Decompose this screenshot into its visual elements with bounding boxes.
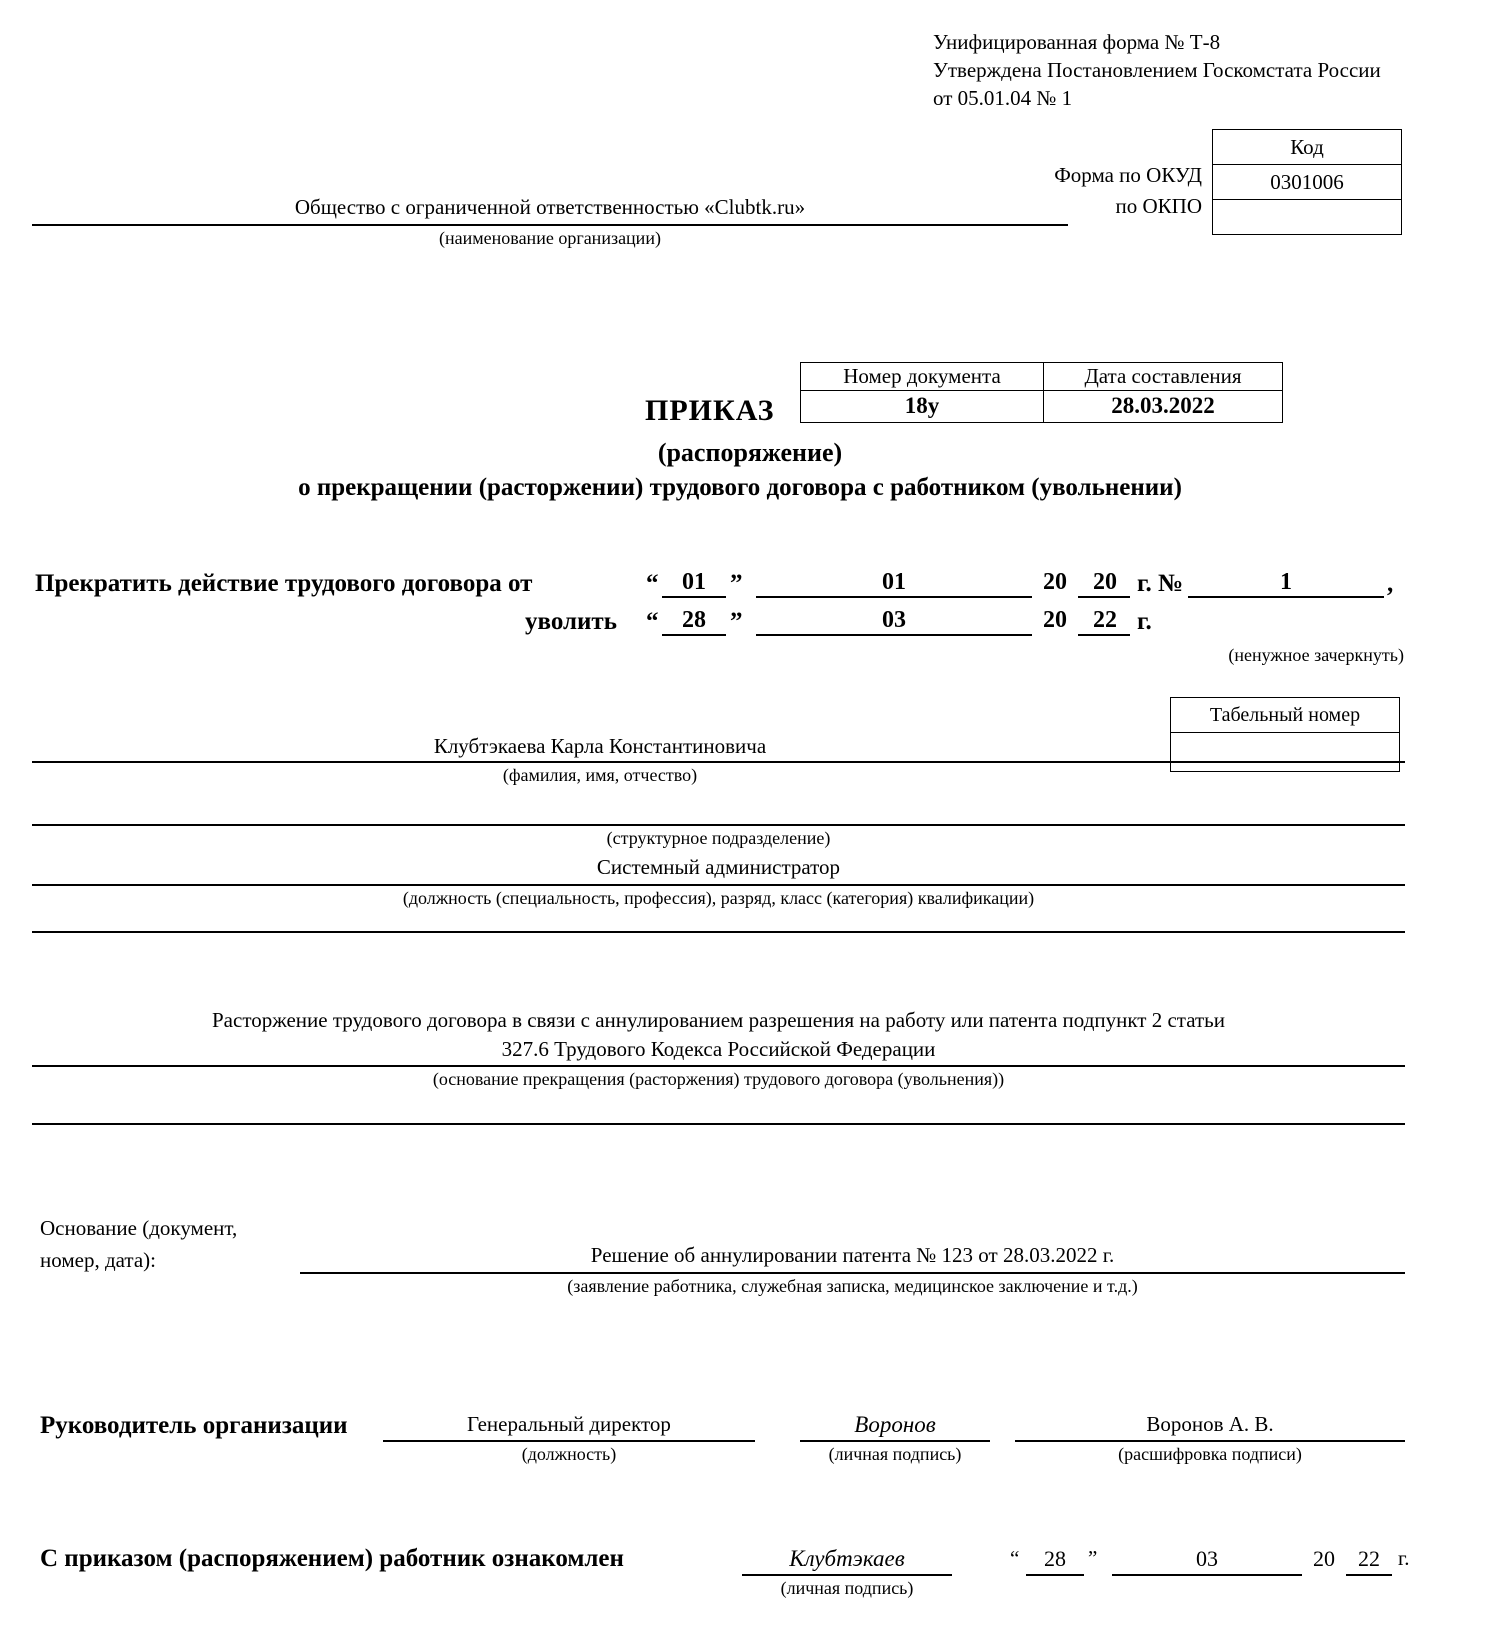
worker-ack-day[interactable]: 28 <box>1044 1546 1066 1571</box>
basis-value[interactable]: Решение об аннулировании патента № 123 от 28.03.2022 г. <box>590 1243 1115 1267</box>
basis-label-line2: номер, дата): <box>40 1248 156 1272</box>
termination-reason-rule <box>32 1065 1405 1067</box>
employee-full-name-caption: (фамилия, имя, отчество) <box>502 765 698 785</box>
terminate-contract-number[interactable]: 1 <box>1280 569 1292 595</box>
worker-ack-year-label: г. <box>1398 1546 1410 1570</box>
employee-position-caption: (должность (специальность, профессия), разряд, класс (категория) квалификации) <box>402 888 1035 908</box>
okpo-label: по ОКПО <box>1115 194 1202 218</box>
worker-ack-year-rule <box>1346 1574 1392 1576</box>
employee-full-name[interactable]: Клубтэкаева Карла Константиновича <box>433 734 767 758</box>
worker-ack-month-rule <box>1112 1574 1302 1576</box>
dismiss-quote-close: ” <box>730 608 743 635</box>
employee-department-rule <box>32 824 1405 826</box>
personnel-number-value-row <box>1171 733 1400 772</box>
code-box-okpo-value <box>1213 200 1402 235</box>
terminate-month-value[interactable]: 01 <box>882 569 906 595</box>
organization-rule <box>32 224 1068 226</box>
terminate-comma: , <box>1387 570 1394 597</box>
basis-label-line1: Основание (документ, <box>40 1216 238 1240</box>
position-extra-rule <box>32 931 1405 933</box>
doc-table-value-row <box>801 391 1283 423</box>
terminate-quote-open: “ <box>646 570 659 597</box>
terminate-year-prefix: 20 <box>1043 569 1067 595</box>
basis-rule <box>300 1272 1405 1274</box>
okud-label: Форма по ОКУД <box>1054 163 1202 187</box>
worker-ack-day-rule <box>1026 1574 1084 1576</box>
doc-date-header: Дата составления <box>1044 363 1283 391</box>
dismiss-note: (ненужное зачеркнуть) <box>1228 645 1404 665</box>
code-box-okpo-row <box>1213 200 1402 235</box>
dismiss-month-rule <box>756 634 1032 636</box>
form-header-line1: Унифицированная форма № Т-8 <box>933 30 1221 54</box>
doc-number-value: 18у <box>801 391 1044 423</box>
employee-position-rule <box>32 884 1405 886</box>
termination-reason-line1[interactable]: Расторжение трудового договора в связи с аннулированием разрешения на работу или патента подпункт 2 статьи <box>212 1008 1225 1032</box>
terminate-month-rule <box>756 596 1032 598</box>
worker-ack-year-suffix[interactable]: 22 <box>1358 1546 1380 1571</box>
organization-caption: (наименование организации) <box>439 228 661 248</box>
personnel-number-value[interactable] <box>1171 733 1400 772</box>
head-signature-decoding-rule <box>1015 1440 1405 1442</box>
personnel-number-header: Табельный номер <box>1171 698 1400 733</box>
termination-reason-caption: (основание прекращения (расторжения) трудового договора (увольнения)) <box>432 1069 1005 1089</box>
employee-full-name-rule <box>32 761 1405 763</box>
document-number-table <box>800 362 1283 423</box>
page-title-description: о прекращении (расторжении) трудового договора с работником (увольнении) <box>298 474 1182 501</box>
head-signature-caption: (личная подпись) <box>828 1444 962 1464</box>
head-signature-decoding[interactable]: Воронов А. В. <box>1146 1412 1274 1436</box>
worker-ack-signature[interactable]: Клубтэкаев <box>789 1546 905 1571</box>
dismiss-day-value[interactable]: 28 <box>682 607 706 633</box>
terminate-quote-close: ” <box>730 570 743 597</box>
termination-reason-line2[interactable]: 327.6 Трудового Кодекса Российской Федерации <box>501 1037 936 1061</box>
form-header-line3: от 05.01.04 № 1 <box>933 86 1073 110</box>
terminate-day-rule <box>662 596 726 598</box>
employee-department-caption: (структурное подразделение) <box>606 828 831 848</box>
doc-date-value: 28.03.2022 <box>1044 391 1283 423</box>
personnel-number-header-row <box>1171 698 1400 733</box>
head-signature-rule <box>800 1440 990 1442</box>
page-subtitle: (распоряжение) <box>657 438 843 467</box>
head-signature-decoding-caption: (расшифровка подписи) <box>1118 1444 1302 1464</box>
terminate-year-rule <box>1078 596 1130 598</box>
terminate-label: Прекратить действие трудового договора от <box>35 570 533 597</box>
dismiss-year-label: г. <box>1137 608 1152 635</box>
dismiss-label: уволить <box>525 608 617 635</box>
termination-reason-extra-rule <box>32 1123 1405 1125</box>
worker-ack-quote-close: ” <box>1088 1546 1098 1570</box>
worker-ack-signature-caption: (личная подпись) <box>780 1578 914 1598</box>
head-position-caption: (должность) <box>521 1444 617 1464</box>
page-title: ПРИКАЗ <box>645 394 775 427</box>
worker-ack-quote-open: “ <box>1010 1546 1020 1570</box>
dismiss-year-rule <box>1078 634 1130 636</box>
worker-ack-month[interactable]: 03 <box>1196 1546 1218 1571</box>
worker-ack-year-prefix: 20 <box>1313 1546 1335 1571</box>
code-box-table <box>1212 129 1402 235</box>
terminate-year-label: г. № <box>1137 570 1184 597</box>
head-position-value[interactable]: Генеральный директор <box>467 1412 671 1436</box>
head-position-rule <box>383 1440 755 1442</box>
code-box-okud-value: 0301006 <box>1213 165 1402 200</box>
dismiss-year-prefix: 20 <box>1043 607 1067 633</box>
employee-position[interactable]: Системный администратор <box>596 855 841 879</box>
worker-ack-label: С приказом (распоряжением) работник ознакомлен <box>40 1545 624 1572</box>
doc-table-header-row <box>801 363 1283 391</box>
head-signature-value[interactable]: Воронов <box>854 1412 936 1437</box>
code-box-header: Код <box>1213 130 1402 165</box>
dismiss-day-rule <box>662 634 726 636</box>
dismiss-month-value[interactable]: 03 <box>882 607 906 633</box>
head-signature-label: Руководитель организации <box>40 1412 348 1439</box>
form-header-line2: Утверждена Постановлением Госкомстата России <box>933 58 1381 82</box>
terminate-contract-number-rule <box>1188 596 1384 598</box>
basis-caption: (заявление работника, служебная записка, медицинское заключение и т.д.) <box>567 1276 1138 1296</box>
dismiss-year-suffix[interactable]: 22 <box>1093 607 1117 633</box>
doc-number-header: Номер документа <box>801 363 1044 391</box>
code-box-header-row <box>1213 130 1402 165</box>
code-box-okud-row <box>1213 165 1402 200</box>
organization-name: Общество с ограниченной ответственностью «Clubtk.ru» <box>294 195 806 219</box>
terminate-year-suffix[interactable]: 20 <box>1093 569 1117 595</box>
dismiss-quote-open: “ <box>646 608 659 635</box>
terminate-day-value[interactable]: 01 <box>682 569 706 595</box>
worker-ack-signature-rule <box>742 1574 952 1576</box>
